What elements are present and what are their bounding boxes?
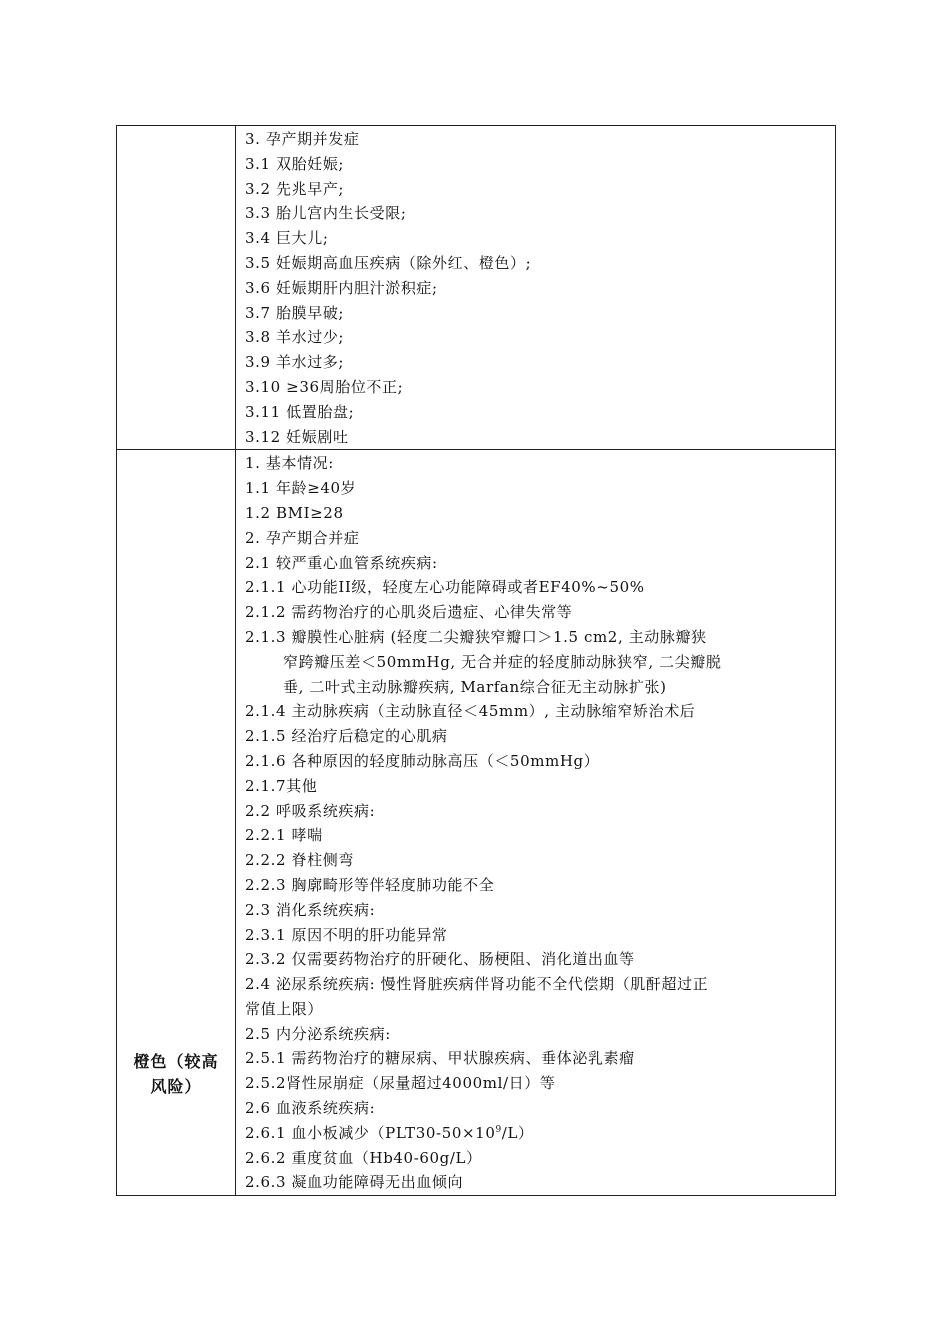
list-item: 3.9 羊水过多; xyxy=(245,353,345,372)
list-item-continuation: 垂, 二叶式主动脉瓣疾病, Marfan综合征无主动脉扩张) xyxy=(283,677,667,696)
list-item: 1.2 BMI≥28 xyxy=(245,503,344,522)
platelet-unit: /L） xyxy=(501,1123,534,1142)
risk-level-label: 橙色（较高风险） xyxy=(133,1052,219,1097)
list-item: 3.10 ≥36周胎位不正; xyxy=(245,377,404,396)
condition-list-cell xyxy=(236,450,836,1196)
list-item: 2.6 血液系统疾病: xyxy=(245,1099,376,1118)
risk-level-cell xyxy=(117,450,236,1196)
list-item: 2.1.6 各种原因的轻度肺动脉高压（＜50mmHg） xyxy=(245,751,600,770)
list-item-continuation: 常值上限） xyxy=(245,999,324,1018)
table-row xyxy=(117,126,836,450)
risk-level-cell xyxy=(117,126,236,450)
list-item: 2.2.2 脊柱侧弯 xyxy=(245,851,354,870)
list-item: 2.1 较严重心血管系统疾病: xyxy=(245,553,438,572)
list-item: 2.1.4 主动脉疾病（主动脉直径＜45mm）, 主动脉缩窄矫治术后 xyxy=(245,702,696,721)
list-item: 2.5 内分泌系统疾病: xyxy=(245,1024,391,1043)
list-item: 1.1 年龄≥40岁 xyxy=(245,479,357,498)
list-item: 2.5.1 需药物治疗的糖尿病、甲状腺疾病、垂体泌乳素瘤 xyxy=(245,1049,635,1068)
list-item: 3.12 妊娠剧吐 xyxy=(245,427,349,446)
list-item: 2.6.3 凝血功能障碍无出血倾向 xyxy=(245,1173,464,1192)
list-item: 3.7 胎膜早破; xyxy=(245,303,345,322)
list-item: 3.11 低置胎盘; xyxy=(245,402,355,421)
list-item: 2.2.1 哮喘 xyxy=(245,826,323,845)
list-item-continuation: 窄跨瓣压差＜50mmHg, 无合并症的轻度肺动脉狭窄, 二尖瓣脱 xyxy=(283,652,722,671)
list-item: 3. 孕产期并发症 xyxy=(245,130,360,148)
list-item: 1. 基本情况: xyxy=(245,454,334,473)
list-item: 2.3.1 原因不明的肝功能异常 xyxy=(245,925,448,944)
list-item: 3.8 羊水过少; xyxy=(245,328,345,347)
list-item-platelet xyxy=(245,1121,829,1146)
list-item: 2.1.3 瓣膜性心脏病 (轻度二尖瓣狭窄瓣口＞1.5 cm2, 主动脉瓣狭 xyxy=(245,627,707,646)
list-item: 2.3.2 仅需要药物治疗的肝硬化、肠梗阻、消化道出血等 xyxy=(245,950,635,969)
list-item: 2.1.2 需药物治疗的心肌炎后遗症、心律失常等 xyxy=(245,603,573,622)
list-item: 3.2 先兆早产; xyxy=(245,179,345,198)
condition-list-cell xyxy=(236,126,836,450)
list-item: 2.1.5 经治疗后稳定的心肌病 xyxy=(245,727,448,746)
list-item: 2.3 消化系统疾病: xyxy=(245,900,376,919)
exponent: 9 xyxy=(495,1124,502,1135)
list-item: 3.6 妊娠期肝内胆汁淤积症; xyxy=(245,278,438,297)
list-item: 2.1.1 心功能II级，轻度左心功能障碍或者EF40%~50% xyxy=(245,578,645,597)
list-item: 3.5 妊娠期高血压疾病（除外红、橙色）; xyxy=(245,253,532,272)
risk-classification-table xyxy=(116,125,836,1196)
table-row xyxy=(117,450,836,1196)
platelet-text: 2.6.1 血小板减少（PLT30-50×10 xyxy=(245,1123,496,1142)
list-item: 2.2.3 胸廓畸形等伴轻度肺功能不全 xyxy=(245,875,495,894)
list-item: 3.4 巨大儿; xyxy=(245,229,329,248)
list-item: 2.2 呼吸系统疾病: xyxy=(245,801,376,820)
list-item: 2.6.2 重度贫血（Hb40-60g/L） xyxy=(245,1148,482,1167)
list-item: 3.3 胎儿宫内生长受限; xyxy=(245,204,407,223)
list-item: 2.1.7其他 xyxy=(245,776,318,795)
list-item: 2.5.2肾性尿崩症（尿量超过4000ml/日）等 xyxy=(245,1074,556,1093)
list-item: 2. 孕产期合并症 xyxy=(245,528,360,547)
list-item: 3.1 双胎妊娠; xyxy=(245,154,345,173)
list-item: 2.4 泌尿系统疾病: 慢性肾脏疾病伴肾功能不全代偿期（肌酐超过正 xyxy=(245,975,709,994)
